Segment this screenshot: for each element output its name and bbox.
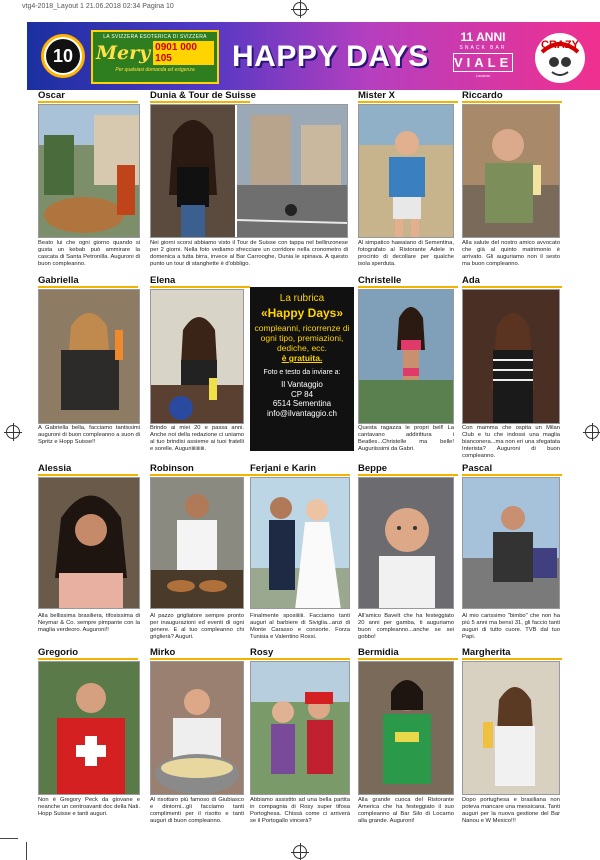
entry-caption: Nei giorni scorsi abbiamo visto il Tour de Suisse con tappa nel bellinzonese per 2 giorni. Nella foto vediamo sfrecciare un corridore nella cronometro di domenica a tutta birra, invece al Bar Carrooghe, Dunia le spinava. A questo punto un tour di stanghette è d'obbligo. (150, 240, 348, 267)
promo-line-4: è gratuita. (281, 353, 323, 363)
entry-caption: Non è Gregory Peck da giovane e neanche un centroavanti doc della Nati. Hopp Suisse e tanti auguri. (38, 797, 140, 817)
page-number: 10 (46, 39, 80, 73)
photo-gregorio (38, 661, 140, 795)
entry-caption: Con mamma che ospita un Milan Club e tu che indossi una maglia bianconera...ma non eri una sfegatata Interista? Auguroni di buon compleanno. (462, 425, 560, 459)
promo-line-1: La rubrica (279, 293, 325, 304)
photo-gabriella (38, 289, 140, 424)
entry-caption: Alla salute del nostro amico avvocato che già al quinto matrimonio è arrivato. Gli auguriamo non il sesto ma buon compleanno. (462, 240, 560, 267)
mery-ad-name: Mery (96, 42, 151, 64)
print-slug: vtg4-2018_Layout 1 21.06.2018 02:34 Pagina 10 (22, 3, 174, 10)
photo-beppe (358, 477, 454, 609)
entry-name: Beppe (358, 463, 388, 474)
entry-name: Pascal (462, 463, 493, 474)
entry-caption: Al mio carissimo "bimbo" che non ha più 5 anni ma bensì 31, gli faccio tanti auguri di tutto cuore. TVB dal tuo Papi. (462, 613, 560, 640)
entry-name: Elena (150, 275, 176, 286)
entry-caption: Finalmente sposiiiiii. Facciamo tanti auguri al barbiere di Siviglia...anzi di Monte Carasso e consorte. Forza Tunisia e Valentino Rossi. (250, 613, 350, 640)
photo-riccardo (462, 104, 560, 238)
entry-name: Mister X (358, 90, 395, 101)
promo-email[interactable]: info@ilvantaggio.ch (267, 408, 337, 418)
photo-dunia-tour (150, 104, 348, 238)
entry-caption: Al risottaro più famoso di Giubiasco e dintorni...gli facciamo tanti complimenti per il risotto e tanti auguri di buon compleanno. (150, 797, 244, 824)
entry-name: Gregorio (38, 647, 79, 658)
trim-mark (0, 838, 18, 839)
entry-caption: Alla grande cuoca del Ristorante America che ha festeggiato il suo compleanno al Bar Silo di Locarno alla grande. Auguroni! (358, 797, 454, 824)
photo-ada (462, 289, 560, 424)
photo-pascal (462, 477, 560, 609)
entry-caption: All'amico Bavelt che ha festeggiato 20 anni per gamba, ti auguriamo buon compleanno...anche se sei gobbo! (358, 613, 454, 640)
photo-christelle (358, 289, 454, 424)
entry-caption: Al simpatico hawaiano di Sementina, fotografato al Ristorante Adele in procinto di decollare per qualche isola sperduta. (358, 240, 454, 267)
entry-name: Mirko (150, 647, 176, 658)
entry-name: Alessia (38, 463, 72, 474)
photo-margherita (462, 661, 560, 795)
registration-mark-icon (6, 425, 20, 439)
viale-anni: 11 ANNI (460, 30, 506, 44)
promo-line-2: «Happy Days» (260, 306, 344, 320)
header-banner (27, 22, 600, 90)
entry-caption: Dopo portughesa e brasiliana non poteva mancare una messicana. Tanti auguri per la nuova gestione del Bar Nanou e W Mexico!!! (462, 797, 560, 824)
photo-robinson (150, 477, 244, 609)
photo-elena (150, 289, 244, 424)
entry-name: Rosy (250, 647, 274, 658)
entry-caption: Beato lui che ogni giorno quando si gusta un kebab può ammirare la cascata di Santa Petronilla. Auguroni di buon compleanno. (38, 240, 140, 267)
photo-alessia (38, 477, 140, 609)
registration-mark-icon (293, 845, 307, 859)
promo-address-name: Il Vantaggio (281, 380, 323, 389)
entry-name: Ferjani e Karin (250, 463, 316, 474)
promo-line-3: compleanni, ricorrenze di ogni tipo, premiazioni, dediche, ecc. (254, 323, 350, 353)
page-title: HAPPY DAYS (232, 40, 429, 73)
trim-mark (26, 842, 27, 860)
entry-name: Bermidia (358, 647, 399, 658)
entry-caption: Brindo ai miei 20 e passa anni. Anche noi della redazione ci uniamo al tuo brindisi assieme ai tuoi fratelli e sorelle. Auguriiiiiiiiiii. (150, 425, 244, 452)
photo-bermidia (358, 661, 454, 795)
promo-address-box: CP 84 (290, 389, 314, 399)
mery-ad-top: LA SVIZZERA ESOTERICA DI SVIZZERA (103, 34, 207, 40)
photo-mirko (150, 661, 244, 795)
entry-caption: Questa ragazza le propri bell! La cantavano addirittura i Beatles...Christelle ma belle! Auguriissimi da Gabri. (358, 425, 454, 452)
entry-name: Margherita (462, 647, 511, 658)
crazy-logo-icon (530, 28, 590, 86)
promo-box (250, 287, 354, 451)
photo-ferjani-karin (250, 477, 350, 609)
entry-caption: A Gabriella bella, facciamo tantissimi auguroni di buon compleanno a suon di Spritz e Hopp Suisse!! (38, 425, 140, 445)
registration-mark-icon (585, 425, 599, 439)
photo-mister-x (358, 104, 454, 238)
crazy-logo-text: CRAZY (541, 39, 579, 51)
promo-line-5: Foto e testo da inviare a: (263, 369, 341, 376)
mery-advert[interactable] (91, 30, 219, 84)
mery-ad-tagline: Per qualsiasi domanda ed esigenza (115, 67, 195, 73)
promo-address-city: 6514 Sementina (272, 399, 332, 408)
viale-place: Locarno (475, 73, 491, 78)
entry-caption: Alla bellissima brasiliera, tifosissima di Neymar & Co. sempre pimpante con la maglia verdeoro. Auguroni!! (38, 613, 140, 633)
viale-name: VIALE (454, 55, 513, 70)
viale-snack: SNACK BAR (459, 45, 507, 51)
photo-oscar (38, 104, 140, 238)
mery-ad-phone: 0901 000 105 (153, 41, 214, 65)
entry-name: Riccardo (462, 90, 503, 101)
viale-logo (447, 30, 519, 84)
entry-name: Gabriella (38, 275, 79, 286)
photo-rosy (250, 661, 350, 795)
entry-name: Christelle (358, 275, 402, 286)
entry-name: Ada (462, 275, 480, 286)
entry-name: Robinson (150, 463, 194, 474)
entry-name: Dunia & Tour de Suisse (150, 90, 256, 101)
registration-mark-icon (293, 2, 307, 16)
page-number-badge (41, 34, 85, 78)
entry-name: Oscar (38, 90, 65, 101)
entry-caption: Al pazzo grigliatore sempre pronto per inaugurazioni ed eventi di ogni genere. E al tuo compleanno chi griglierà? Auguri. (150, 613, 244, 640)
entry-caption: Abbiamo assistito ad una bella partita in compagnia di Rosy super tifosa Portoghesa. Chissà come ci arriverà se il Portogallo vincerà? (250, 797, 350, 824)
